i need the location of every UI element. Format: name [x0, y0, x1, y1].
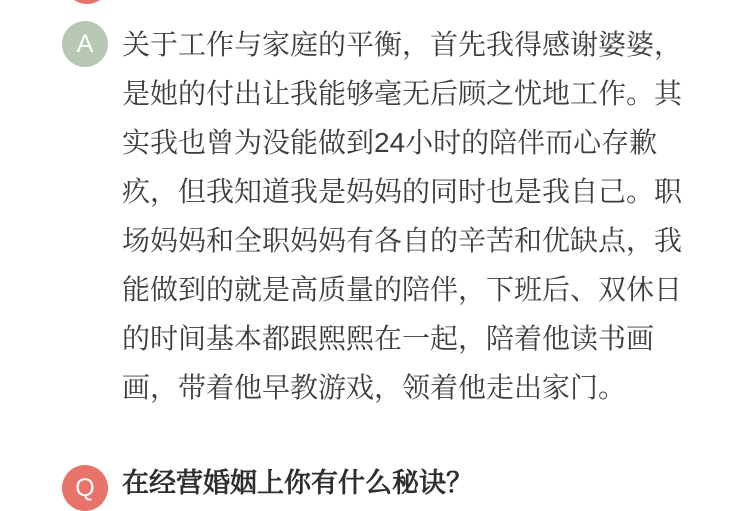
question-badge-letter: Q [75, 473, 95, 502]
question-title: 在经营婚姻上你有什么秘诀？ [122, 468, 473, 498]
question-badge [62, 465, 108, 511]
answer-text-line: 是她的付出让我能够毫无后顾之忧地工作。其 [122, 78, 683, 109]
answer-text-line: 能做到的就是高质量的陪伴，下班后、双休日 [122, 274, 683, 305]
answer-text-line: 疚，但我知道我是妈妈的同时也是我自己。职 [122, 176, 683, 207]
answer-badge [62, 21, 108, 67]
answer-paragraph [122, 20, 702, 412]
answer-text-line: 场妈妈和全职妈妈有各自的辛苦和优缺点，我 [122, 225, 683, 256]
answer-text-line: 关于工作与家庭的平衡，首先我得感谢婆婆， [122, 29, 683, 60]
answer-badge-letter: A [76, 29, 94, 58]
answer-text-line: 实我也曾为没能做到24小时的陪伴而心存歉 [122, 127, 658, 158]
previous-question-badge [64, 0, 110, 4]
answer-text-line: 的时间基本都跟熙熙在一起，陪着他读书画 [122, 323, 655, 354]
answer-text-line: 画，带着他早教游戏，领着他走出家门。 [122, 372, 627, 403]
